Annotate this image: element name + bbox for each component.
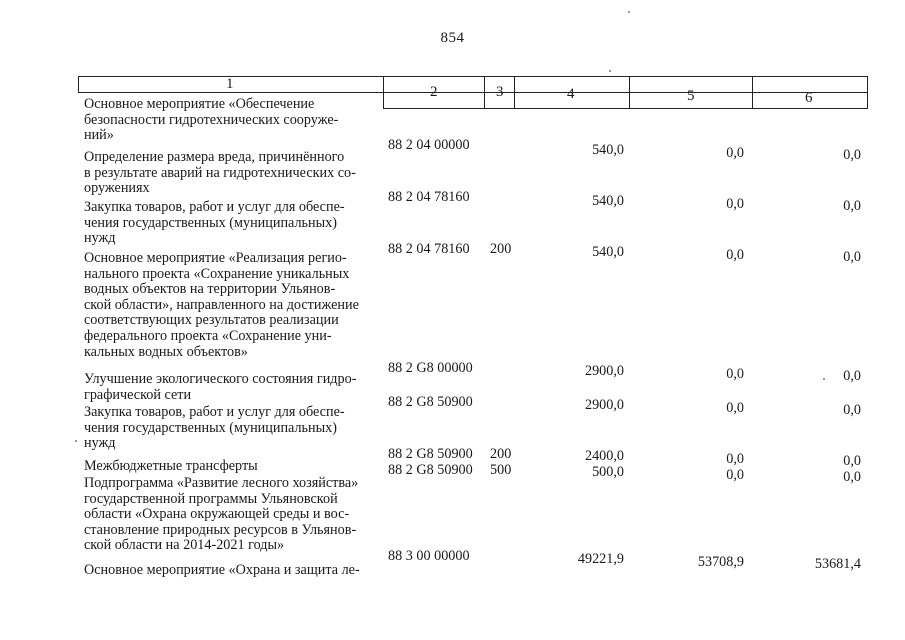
- header-col-3: 3: [496, 84, 504, 100]
- row-code: 88 2 G8 50900: [388, 462, 473, 478]
- row-description: [84, 251, 380, 360]
- row-code: 88 2 04 78160: [388, 241, 470, 257]
- header-col-5: 5: [687, 88, 695, 104]
- row-text-line: нужд: [84, 230, 116, 247]
- row-code: 88 2 04 78160: [388, 189, 470, 205]
- row-description: [84, 476, 380, 554]
- scan-speck: [628, 11, 630, 13]
- row-code: 88 2 G8 50900: [388, 394, 473, 410]
- row-description: [84, 563, 380, 579]
- row-description: [84, 372, 380, 403]
- row-col5-value: 0,0: [726, 145, 744, 161]
- row-col4-value: 2900,0: [584, 397, 624, 413]
- row-text-line: становление природных ресурсов в Ульянов-: [84, 521, 357, 538]
- row-col4-value: 540,0: [592, 193, 624, 209]
- row-text-line: Основное мероприятие «Реализация регио-: [84, 250, 347, 266]
- row-code: 88 3 00 00000: [388, 548, 470, 564]
- scan-speck: [823, 378, 825, 380]
- row-col6-value: 53681,4: [814, 556, 861, 572]
- row-text-line: федерального проекта «Сохранение уни-: [84, 327, 332, 344]
- row-description: [84, 97, 380, 144]
- row-description: [84, 405, 380, 452]
- row-col6-value: 0,0: [843, 198, 861, 214]
- row-code: 88 2 G8 50900: [388, 446, 473, 462]
- row-text-line: Улучшение экологического состояния гидро-: [84, 371, 357, 387]
- row-col5-value: 53708,9: [697, 554, 744, 570]
- scan-speck: [75, 440, 77, 442]
- row-text-line: Основное мероприятие «Обеспечение: [84, 96, 315, 112]
- page-number: 854: [440, 30, 465, 46]
- row-text-line: нального проекта «Сохранение уникальных: [84, 265, 350, 282]
- row-vr-code: 200: [490, 241, 512, 257]
- row-text-line: чения государственных (муниципальных): [84, 214, 337, 231]
- row-text-line: оружениях: [84, 180, 150, 197]
- row-text-line: нужд: [84, 435, 116, 452]
- row-col6-value: 0,0: [843, 469, 861, 485]
- row-col5-value: 0,0: [726, 247, 744, 263]
- row-text-line: государственной программы Ульяновской: [84, 490, 338, 507]
- header-col-6: 6: [805, 90, 813, 106]
- row-col6-value: 0,0: [843, 402, 861, 418]
- header-col-2: 2: [430, 84, 438, 100]
- row-text-line: чения государственных (муниципальных): [84, 419, 337, 436]
- row-text-line: области «Охрана окружающей среды и вос-: [84, 506, 350, 523]
- scan-speck: [609, 70, 611, 72]
- row-col4-value: 2900,0: [584, 363, 624, 379]
- row-code: 88 2 04 00000: [388, 137, 470, 153]
- row-col5-value: 0,0: [726, 451, 744, 467]
- row-col4-value: 540,0: [592, 142, 624, 158]
- row-text-line: водных объектов на территории Ульянов-: [84, 281, 336, 298]
- row-description: [84, 200, 380, 247]
- row-text-line: Подпрограмма «Развитие лесного хозяйства»: [84, 475, 359, 491]
- row-col6-value: 0,0: [843, 249, 861, 265]
- row-col6-value: 0,0: [843, 147, 861, 163]
- row-description: [84, 459, 380, 475]
- row-vr-code: 200: [490, 446, 512, 462]
- header-col-1: 1: [226, 76, 234, 92]
- row-text-line: Определение размера вреда, причинённого: [84, 149, 345, 165]
- row-col4-value: 500,0: [592, 464, 624, 480]
- header-col-4: 4: [567, 86, 575, 102]
- row-col5-value: 0,0: [726, 196, 744, 212]
- row-text-line: ской области», направленного на достижение: [84, 296, 359, 313]
- row-text-line: Основное мероприятие «Охрана и защита ле-: [84, 562, 360, 578]
- row-text-line: безопасности гидротехнических сооруже-: [84, 111, 339, 128]
- row-text-line: Закупка товаров, работ и услуг для обеспе-: [84, 404, 345, 420]
- row-text-line: кальных водных объектов»: [84, 343, 248, 360]
- row-text-line: графической сети: [84, 386, 192, 403]
- row-text-line: ской области на 2014-2021 годы»: [84, 537, 285, 554]
- row-col4-value: 49221,9: [577, 551, 624, 567]
- row-col4-value: 540,0: [592, 244, 624, 260]
- row-col4-value: 2400,0: [584, 448, 624, 464]
- row-col5-value: 0,0: [726, 467, 744, 483]
- row-text-line: Закупка товаров, работ и услуг для обеспе-: [84, 199, 345, 215]
- row-col6-value: 0,0: [843, 368, 861, 384]
- row-text-line: в результате аварий на гидротехнических со-: [84, 164, 356, 181]
- row-text-line: ний»: [84, 127, 114, 144]
- row-vr-code: 500: [490, 462, 512, 478]
- row-col6-value: 0,0: [843, 453, 861, 469]
- row-code: 88 2 G8 00000: [388, 360, 473, 376]
- row-col5-value: 0,0: [726, 366, 744, 382]
- row-col5-value: 0,0: [726, 400, 744, 416]
- row-description: [84, 150, 380, 197]
- row-text-line: Межбюджетные трансферты: [84, 458, 258, 474]
- row-text-line: соответствующих результатов реализации: [84, 312, 339, 329]
